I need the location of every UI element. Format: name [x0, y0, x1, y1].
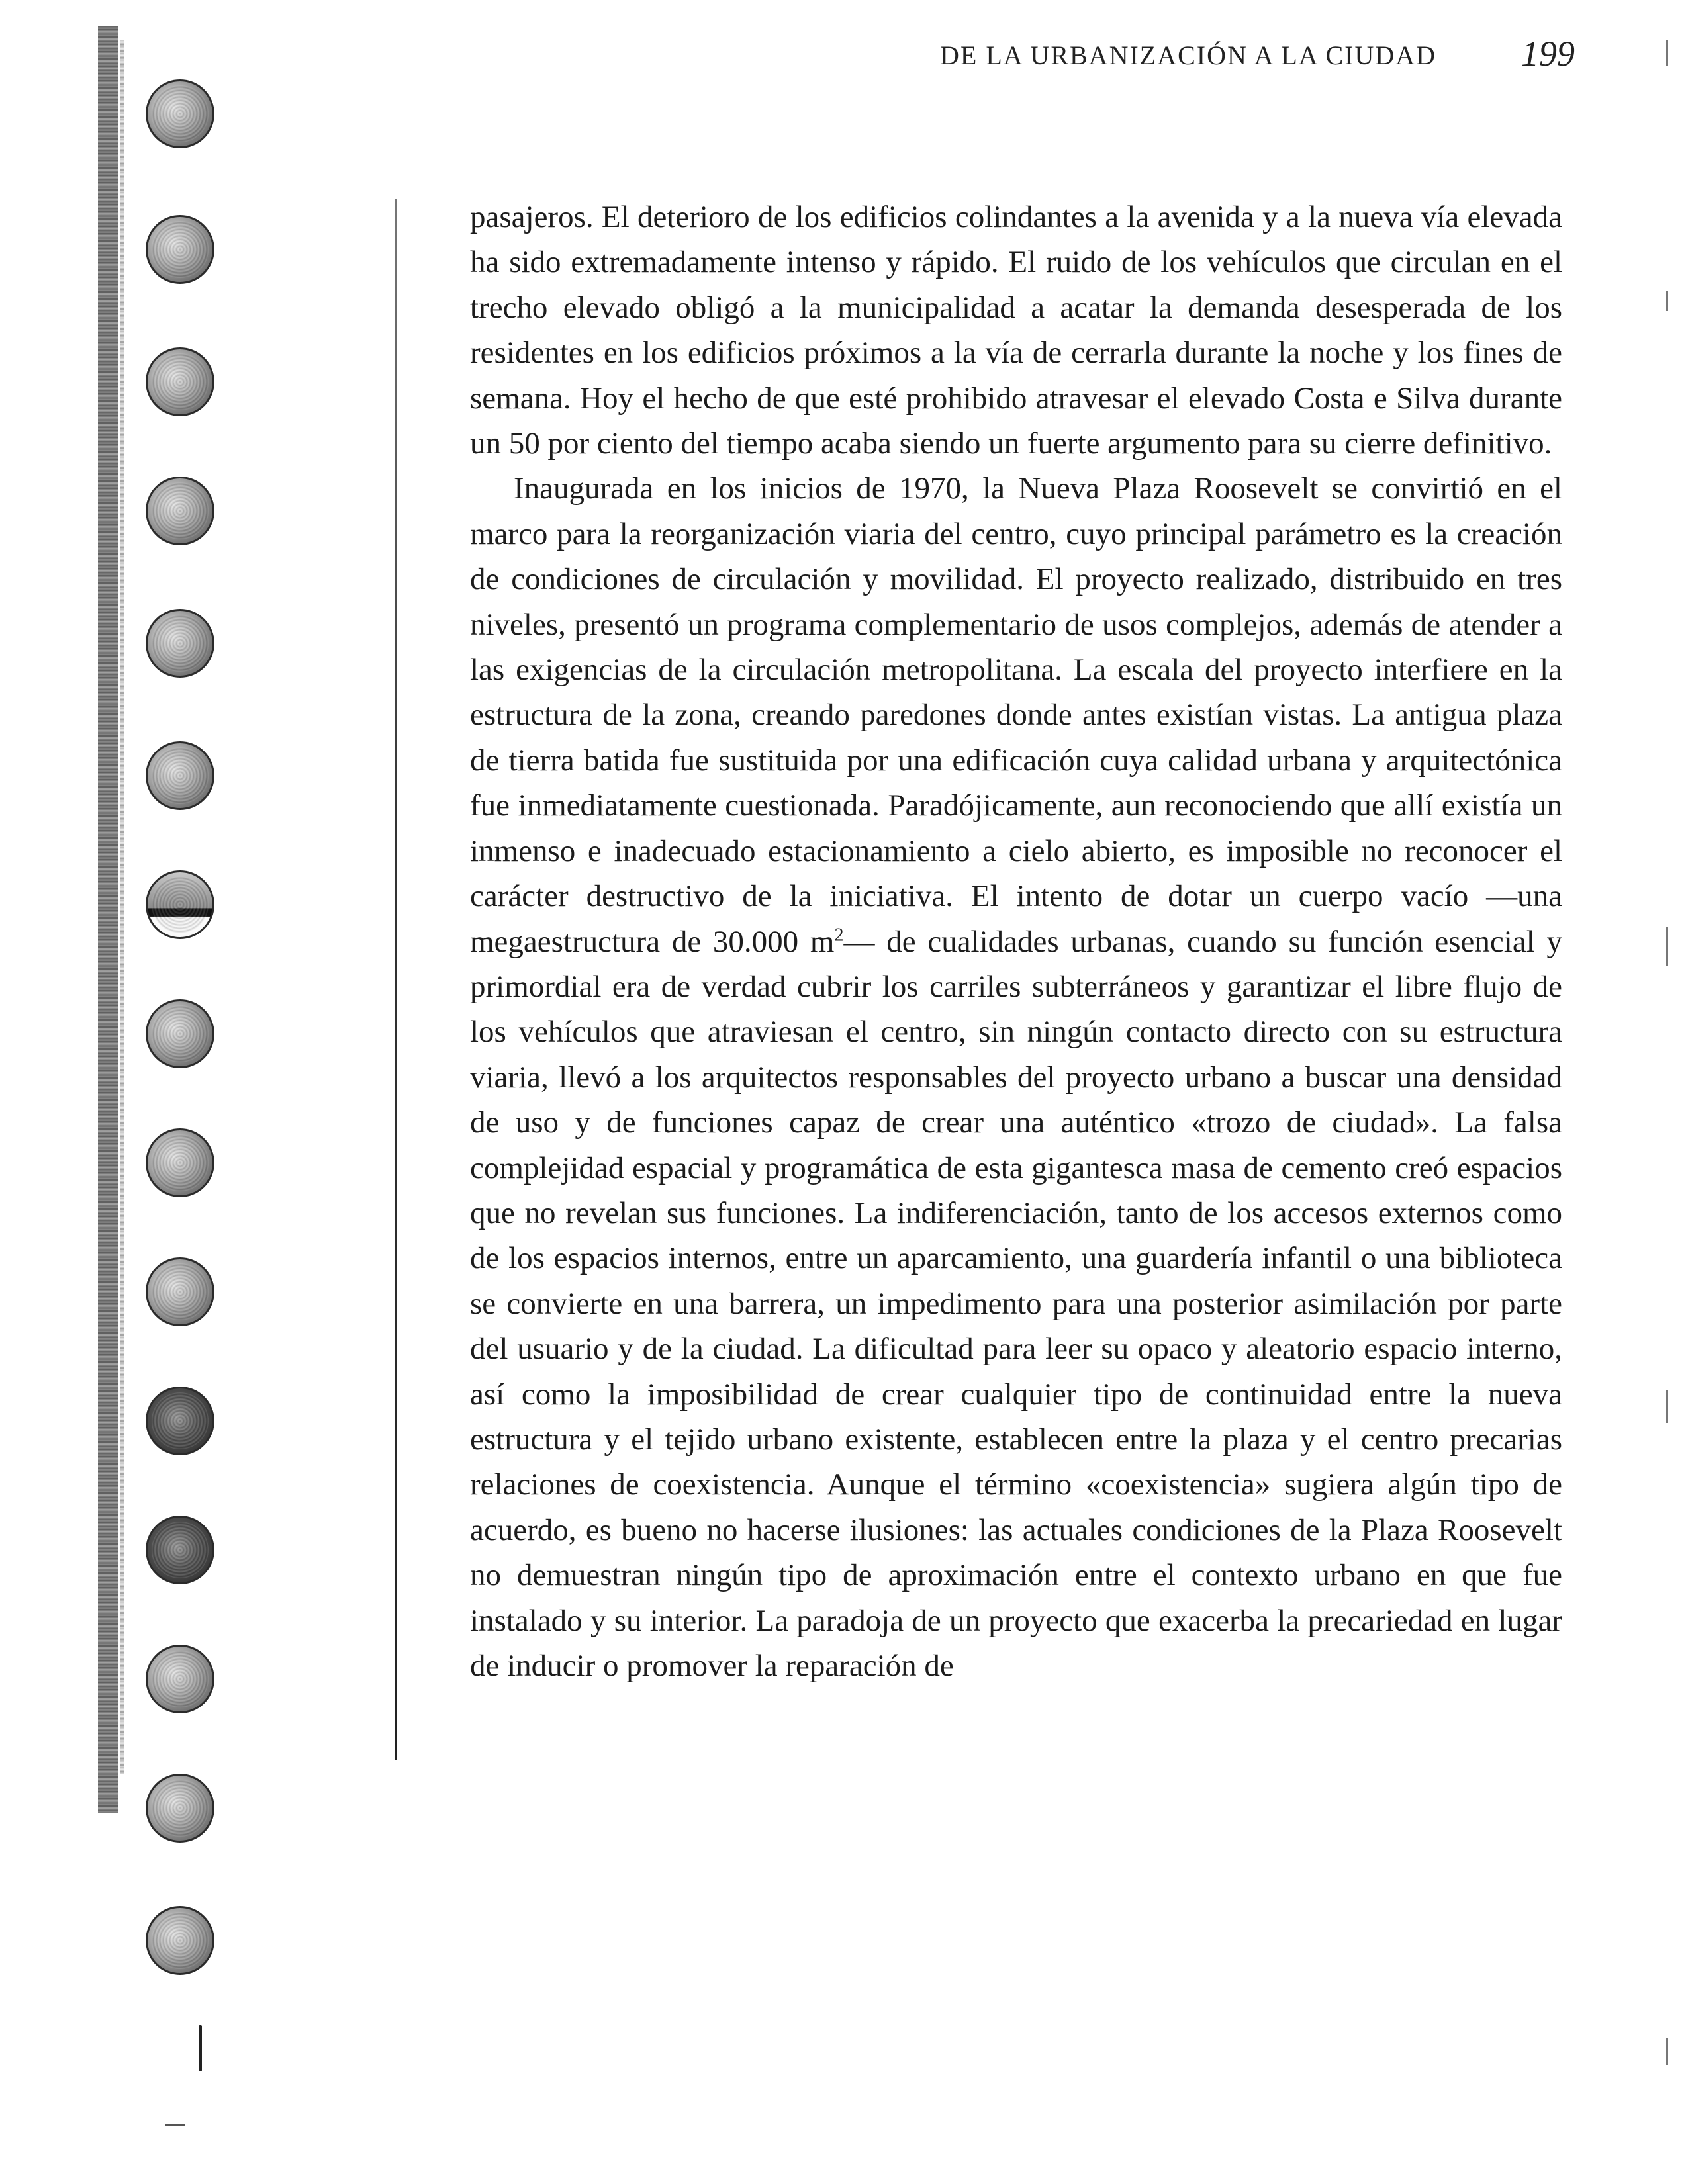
- paragraph: [470, 466, 1562, 1688]
- binder-hole: [146, 1516, 214, 1584]
- binder-hole: [146, 79, 214, 148]
- paragraph: pasajeros. El deterioro de los edificios colindantes a la avenida y a la nueva vía elevada ha sido extremadamente intenso y rápido. El ruido de los vehículos que circulan en el trecho elevado obligó a la municipalidad a acatar la demanda desesperada de los residentes en los edificios próximos a la vía de cerrarla durante la noche y los fines de semana. Hoy el hecho de que esté prohibido atravesar el elevado Costa e Silva durante un 50 por ciento del tiempo acaba siendo un fuerte argumento para su cierre definitivo.: [470, 200, 1562, 461]
- edge-speck: [1666, 291, 1668, 311]
- binder-hole: [146, 870, 214, 939]
- binder-hole: [146, 1645, 214, 1713]
- scan-binding-edge: [120, 40, 124, 1774]
- edge-speck: [1666, 40, 1668, 66]
- edge-speck: [1666, 927, 1668, 966]
- binder-hole: [146, 347, 214, 416]
- margin-rule: [395, 199, 397, 1760]
- binder-hole: [146, 1257, 214, 1326]
- edge-speck: [1666, 1390, 1668, 1423]
- binder-hole: [146, 1128, 214, 1197]
- binder-hole: [146, 1906, 214, 1975]
- scan-binding-strip: [98, 26, 118, 1813]
- edge-speck: [1666, 2038, 1668, 2065]
- binder-hole: [146, 1774, 214, 1843]
- binder-holes: [146, 0, 225, 2184]
- binder-hole: [146, 741, 214, 810]
- page-number: 199: [1521, 34, 1575, 73]
- body-text: [470, 195, 1562, 1688]
- paragraph-text: Inaugurada en los inicios de 1970, la Nueva Plaza Roosevelt se convirtió en el marco para la reorganización viaria del centro, cuyo principal parámetro es la creación de condiciones de circulación y movilidad. El proyecto realizado, distribuido en tres niveles, presentó un programa complementario de usos complejos, además de atender a las exigencias de la circulación metropolitana. La escala del proyecto interfiere en la estructura de la zona, creando paredones donde antes existían vistas. La antigua plaza de tierra batida fue sustituida por una edificación cuya calidad urbana y arquitectónica fue inmediatamente cuestionada. Paradójicamente, aun reconociendo que allí existía un inmenso e inadecuado estacionamiento a cielo abierto, es imposible no reconocer el carácter destructivo de la iniciativa. El intento de dotar un cuerpo vacío —una megaestructura de 30.000 m: [470, 471, 1562, 959]
- binder-hole: [146, 1387, 214, 1455]
- binder-hole: [146, 215, 214, 284]
- superscript: 2: [834, 924, 844, 945]
- binder-hole: [146, 609, 214, 678]
- scan-mark: [199, 2025, 202, 2071]
- scan-mark: [165, 2124, 185, 2126]
- paragraph-text: — de cualidades urbanas, cuando su función esencial y primordial era de verdad cubrir los carriles subterráneos y garantizar el libre flujo de los vehículos que atraviesan el centro, sin ningún contacto directo con su estructura viaria, llevó a los arquitectos responsables del proyecto urbano a buscar una densidad de uso y de funciones capaz de crear una auténtico «trozo de ciudad». La falsa complejidad espacial y programática de esta gigantesca masa de cemento creó espacios que no revelan sus funciones. La indiferenciación, tanto de los accesos externos como de los espacios internos, entre un aparcamiento, una guardería infantil o una biblioteca se convierte en una barrera, un impedimento para una posterior asimilación por parte del usuario y de la ciudad. La dificultad para leer su opaco y aleatorio espacio interno, así como la imposibilidad de crear cualquier tipo de continuidad entre la nueva estructura y el tejido urbano existente, establecen entre la plaza y el centro precarias relaciones de coexistencia. Aunque el término «coexistencia» sugiera algún tipo de acuerdo, es bueno no hacerse ilusiones: las actuales condiciones de la Plaza Roosevelt no demuestran ningún tipo de aproximación entre el contexto urbano en que fue instalado y su interior. La paradoja de un proyecto que exacerba la precariedad en lugar de inducir o promover la reparación de: [470, 924, 1562, 1683]
- running-head: DE LA URBANIZACIÓN A LA CIUDAD: [940, 40, 1436, 70]
- binder-hole: [146, 477, 214, 545]
- binder-hole: [146, 999, 214, 1068]
